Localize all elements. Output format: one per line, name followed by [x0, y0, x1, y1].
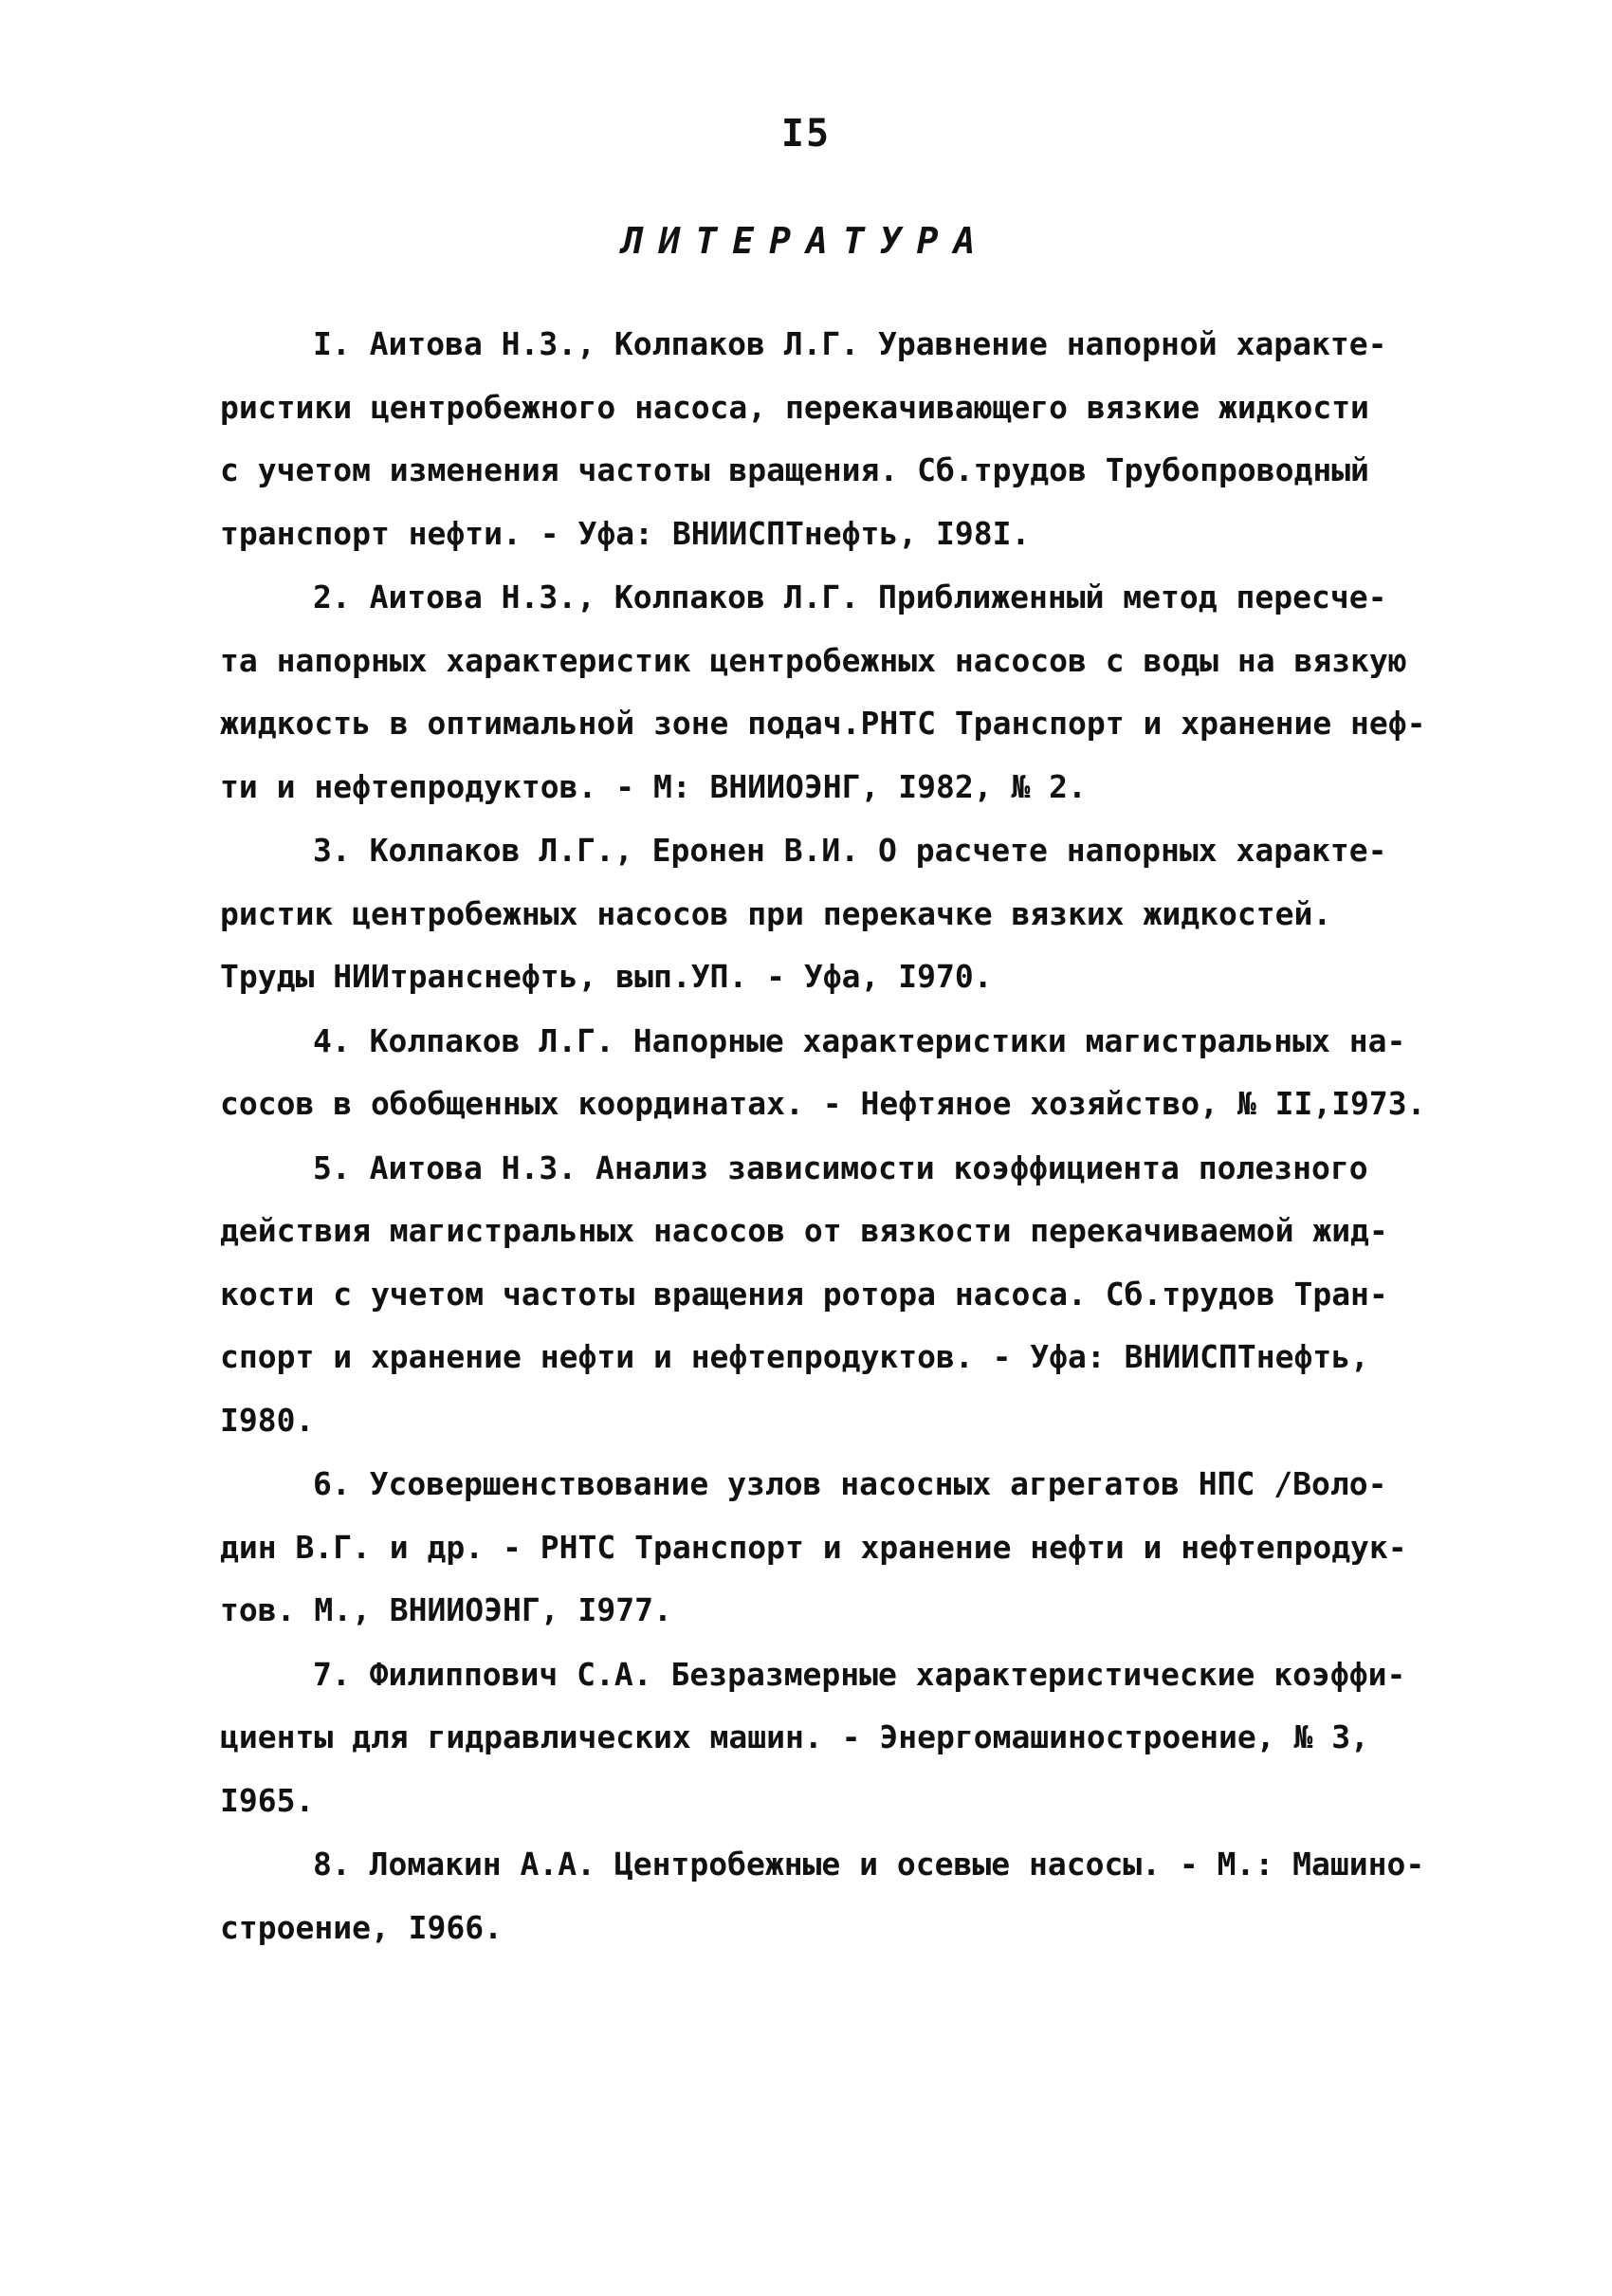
reference-line: циенты для гидравлических машин. - Энергомашиностроение, № 3,	[220, 1718, 1369, 1755]
reference-line: 5. Аитова Н.З. Анализ зависимости коэффициента полезного	[313, 1148, 1368, 1186]
reference-line: I965.	[220, 1781, 315, 1819]
reference-line: та напорных характеристик центробежных насосов с воды на вязкую	[220, 641, 1407, 679]
page-number: I5	[780, 112, 832, 156]
reference-line: дин В.Г. и др. - РНТС Транспорт и хранение нефти и нефтепродук-	[220, 1528, 1407, 1566]
reference-item	[220, 1010, 1443, 1136]
reference-line: транспорт нефти. - Уфа: ВНИИСПТнефть, I98I.	[220, 514, 1031, 552]
reference-item	[220, 313, 1443, 565]
reference-line: действия магистральных насосов от вязкости перекачиваемой жид-	[220, 1212, 1388, 1249]
reference-item	[220, 1137, 1443, 1453]
reference-line: ристики центробежного насоса, перекачивающего вязкие жидкости	[220, 388, 1369, 426]
reference-line: спорт и хранение нефти и нефтепродуктов. - Уфа: ВНИИСПТнефть,	[220, 1338, 1369, 1375]
reference-line: I980.	[220, 1401, 315, 1439]
reference-line: ти и нефтепродуктов. - М: ВНИИОЭНГ, I982, № 2.	[220, 767, 1087, 805]
reference-line: Труды НИИтранснефть, вып.УП. - Уфа, I970.	[220, 958, 993, 995]
reference-item	[220, 566, 1443, 818]
reference-line: тов. М., ВНИИОЭНГ, I977.	[220, 1591, 672, 1628]
reference-line: жидкость в оптимальной зоне подач.РНТС Транспорт и хранение неф-	[220, 705, 1426, 742]
reference-line: 3. Колпаков Л.Г., Еронен В.И. О расчете напорных характе-	[313, 832, 1387, 869]
reference-line: 8. Ломакин А.А. Центробежные и осевые насосы. - М.: Машино-	[313, 1846, 1425, 1883]
reference-line: 4. Колпаков Л.Г. Напорные характеристики магистральных на-	[313, 1021, 1406, 1059]
reference-line: с учетом изменения частоты вращения. Сб.трудов Трубопроводный	[220, 451, 1369, 488]
reference-line: 7. Филиппович С.А. Безразмерные характеристические коэффи-	[313, 1655, 1406, 1693]
reference-item	[220, 1644, 1443, 1833]
reference-line: ристик центробежных насосов при перекачке вязких жидкостей.	[220, 894, 1332, 932]
reference-item	[220, 1833, 1443, 1959]
reference-line: кости с учетом частоты вращения ротора насоса. Сб.трудов Тран-	[220, 1275, 1388, 1313]
reference-list	[220, 313, 1443, 1960]
reference-line: 6. Усовершенствование узлов насосных агрегатов НПС /Воло-	[313, 1465, 1387, 1502]
section-heading: ЛИТЕРАТУРА	[621, 220, 991, 262]
reference-line: 2. Аитова Н.З., Колпаков Л.Г. Приближенный метод пересче-	[313, 579, 1387, 615]
reference-line: строение, I966.	[220, 1908, 504, 1946]
reference-line: I. Аитова Н.З., Колпаков Л.Г. Уравнение напорной характе-	[313, 325, 1387, 362]
reference-item	[220, 819, 1443, 1009]
reference-line: сосов в обобщенных координатах. - Нефтяное хозяйство, № II,I973.	[220, 1085, 1426, 1122]
reference-item	[220, 1453, 1443, 1643]
